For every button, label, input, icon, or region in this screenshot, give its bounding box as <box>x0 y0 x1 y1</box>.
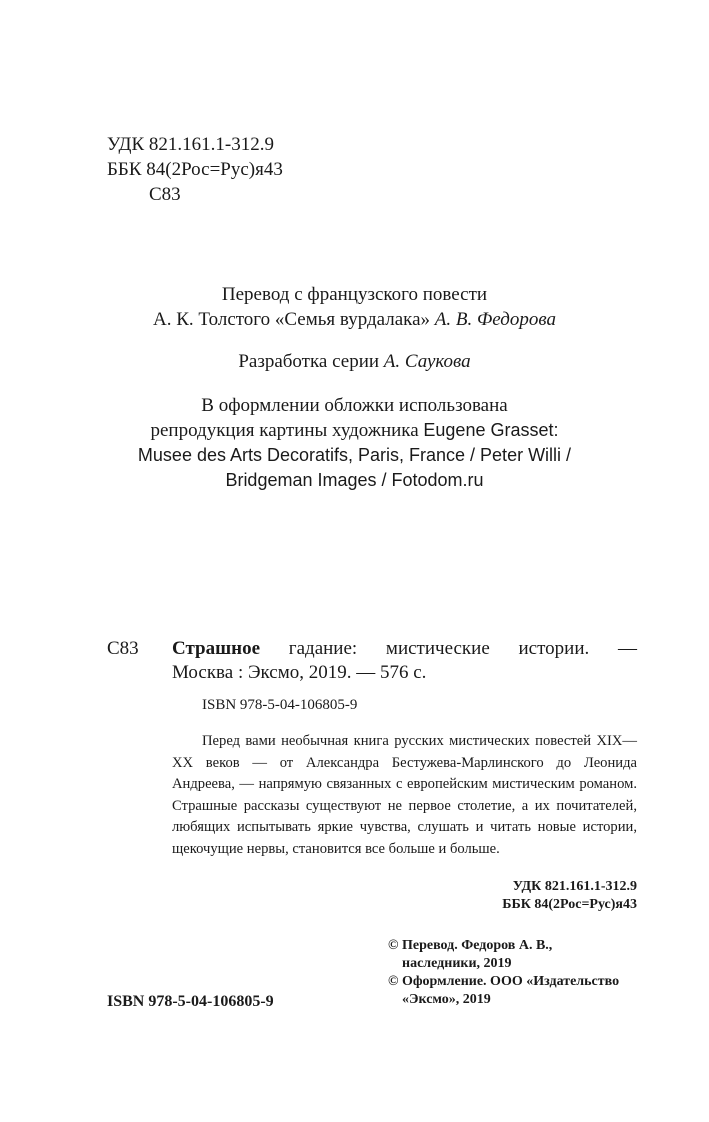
bibliography-cipher: С83 <box>107 638 139 659</box>
cover-line-2 <box>0 418 709 443</box>
series-prefix: Разработка серии <box>238 351 380 372</box>
series-credit <box>0 349 709 374</box>
cover-line-1: В оформлении обложки использована <box>201 395 508 416</box>
bbk-code-right: ББК 84(2Рос=Рус)я43 <box>502 897 637 912</box>
bibliography-title-line <box>172 637 637 661</box>
classification-codes-right <box>380 878 637 914</box>
series-designer: А. Саукова <box>383 351 471 372</box>
copyright-line-2: наследники, 2019 <box>402 956 512 971</box>
book-title: Страшное <box>172 638 261 659</box>
bbk-code: ББК 84(2Рос=Рус)я43 <box>107 159 283 180</box>
cover-credit <box>0 393 709 493</box>
credit-story: А. К. Толстого «Семья вурдалака» <box>153 309 431 330</box>
credit-line-2 <box>0 307 709 332</box>
bibliographic-record <box>172 637 637 685</box>
publication-info: Москва : Эксмо, 2019. — 576 с. <box>172 662 427 683</box>
cover-artist: Eugene Grasset: <box>423 420 559 440</box>
cover-line-2-prefix: репродукция картины художника <box>150 420 419 441</box>
copyright-line-1: © Перевод. Федоров А. В., <box>388 938 553 953</box>
author-cipher: С83 <box>149 184 181 205</box>
cover-line-4: Bridgeman Images / Fotodom.ru <box>225 470 484 490</box>
book-subtitle: гадание: мистические истории. — <box>288 638 638 659</box>
copyright-line-4: «Эксмо», 2019 <box>402 992 491 1007</box>
udk-code: УДК 821.161.1-312.9 <box>107 134 274 155</box>
translation-credit <box>0 282 709 332</box>
credit-line-1: Перевод с французского повести <box>221 284 488 305</box>
cover-line-3: Musee des Arts Decoratifs, Paris, France / Peter Willi / <box>137 445 572 465</box>
copyright-line-3: © Оформление. ООО «Издательство <box>388 974 620 989</box>
annotation: Перед вами необычная книга русских мистических повестей XIX—XX веков — от Александра Бестужева-Марлинского до Леонида Андреева, — напрямую связанных с европейским мистическим романом. Страшные рассказы существуют не первое столетие, а их почитателей, любящих испытывать яркие чувства, слушать и читать новые истории, щекочущие нервы, становится все больше и больше. <box>172 733 637 857</box>
udk-code-right: УДК 821.161.1-312.9 <box>512 879 637 894</box>
copyright-notice <box>388 937 648 1009</box>
bibliography-isbn: ISBN 978-5-04-106805-9 <box>202 697 358 713</box>
credit-translator: А. В. Федорова <box>434 309 556 330</box>
classification-codes <box>107 132 283 207</box>
isbn-footer: ISBN 978-5-04-106805-9 <box>107 993 274 1010</box>
